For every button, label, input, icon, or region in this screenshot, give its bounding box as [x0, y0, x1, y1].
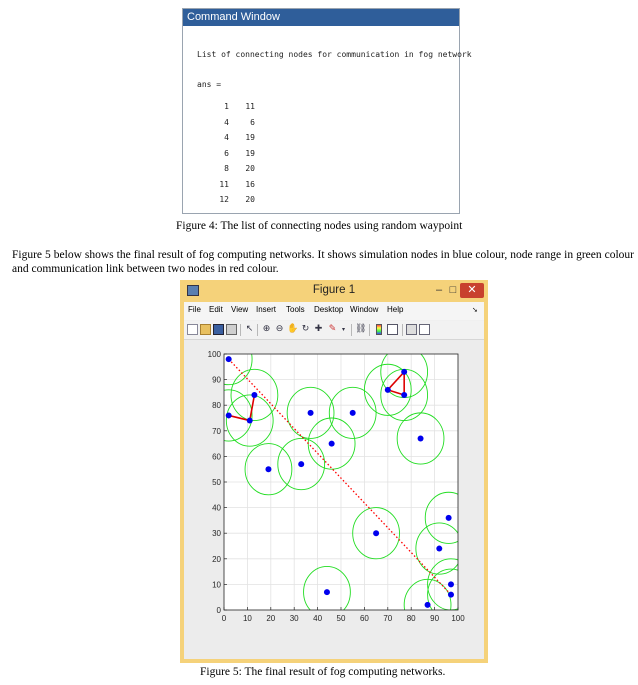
simulation-node	[401, 369, 407, 375]
node-a-value: 12	[219, 195, 229, 204]
x-tick-label: 10	[242, 614, 252, 623]
x-tick-label: 90	[430, 614, 440, 623]
x-tick-label: 20	[266, 614, 276, 623]
menu-help[interactable]: Help	[387, 305, 404, 314]
menu-window[interactable]: Window	[350, 305, 379, 314]
figure-toolbar	[184, 321, 484, 340]
command-output-row	[207, 180, 255, 190]
pointer-icon[interactable]: ↖	[245, 324, 254, 334]
x-tick-label: 0	[221, 614, 227, 623]
node-b-value: 6	[250, 117, 255, 127]
simulation-node	[247, 418, 253, 424]
x-tick-label: 40	[313, 614, 323, 623]
print-icon[interactable]	[226, 324, 237, 335]
y-tick-label: 80	[212, 401, 221, 411]
simulation-node	[298, 461, 304, 467]
simulation-node	[251, 392, 257, 398]
command-output-row	[207, 164, 255, 174]
rotate-icon[interactable]: ↻	[301, 324, 310, 334]
node-a-value: 1	[224, 102, 229, 111]
brush-dropdown-icon[interactable]: ▾	[341, 326, 345, 333]
node-b-value: 19	[245, 148, 255, 158]
command-window	[182, 8, 472, 214]
simulation-node	[425, 602, 431, 608]
command-output-row	[207, 118, 255, 128]
zoom-out-icon[interactable]: ⊖	[275, 324, 284, 334]
simulation-node	[350, 410, 356, 416]
x-tick-label: 30	[289, 614, 299, 623]
x-tick-label: 50	[336, 614, 346, 623]
y-tick-label: 90	[212, 375, 221, 385]
open-file-icon[interactable]	[200, 324, 211, 335]
simulation-node	[226, 412, 232, 418]
simulation-node	[373, 530, 379, 536]
command-output-heading: List of connecting nodes for communication in fog network	[197, 50, 472, 59]
menu-desktop[interactable]: Desktop	[314, 305, 344, 314]
node-a-value: 4	[224, 133, 229, 142]
figure-menubar	[184, 302, 484, 320]
show-plot-tools-icon[interactable]	[419, 324, 430, 335]
simulation-node	[308, 410, 314, 416]
figure-4-caption: Figure 4: The list of connecting nodes using random waypoint	[176, 220, 463, 232]
simulation-node	[448, 581, 454, 587]
menu-edit[interactable]: Edit	[209, 305, 223, 314]
toolbar-separator	[257, 324, 258, 336]
node-b-value: 19	[245, 133, 255, 142]
node-a-value: 8	[224, 164, 229, 173]
figure-titlebar[interactable]	[180, 280, 488, 302]
menu-file[interactable]: File	[188, 305, 201, 314]
figure-5-caption: Figure 5: The final result of fog computing networks.	[200, 666, 446, 678]
scatter-plot[interactable]	[184, 340, 484, 659]
pan-icon[interactable]: ✋	[287, 324, 299, 334]
x-tick-label: 70	[383, 614, 393, 623]
y-tick-label: 70	[212, 426, 221, 436]
figure-window-title: Figure 1	[312, 284, 356, 296]
y-tick-label: 40	[212, 503, 221, 513]
menu-overflow-icon[interactable]: ➘	[472, 306, 478, 314]
save-icon[interactable]	[213, 324, 224, 335]
colorbar-icon[interactable]	[376, 324, 382, 335]
simulation-node	[385, 387, 391, 393]
simulation-node	[418, 435, 424, 441]
close-button[interactable]: ✕	[460, 283, 484, 298]
simulation-node	[265, 466, 271, 472]
menu-view[interactable]: View	[231, 305, 249, 314]
node-a-value: 6	[224, 148, 229, 158]
node-b-value: 20	[245, 164, 255, 173]
link-plot-icon[interactable]: ⛓	[355, 324, 367, 334]
minimize-button[interactable]: –	[435, 284, 443, 296]
x-tick-label: 100	[451, 614, 465, 623]
simulation-node	[448, 592, 454, 598]
data-cursor-icon[interactable]: ✚	[314, 324, 323, 334]
command-ans-label: ans =	[197, 80, 222, 89]
y-tick-label: 0	[216, 606, 221, 615]
menu-insert[interactable]: Insert	[256, 305, 277, 314]
node-b-value: 20	[245, 195, 255, 204]
toolbar-separator	[369, 324, 370, 336]
node-b-value: 11	[245, 102, 255, 111]
simulation-node	[446, 515, 452, 521]
simulation-node	[329, 441, 335, 447]
command-output-row	[207, 102, 255, 112]
y-tick-label: 100	[207, 350, 221, 359]
new-figure-icon[interactable]	[187, 324, 198, 335]
simulation-node	[436, 546, 442, 552]
toolbar-separator	[402, 324, 403, 336]
node-a-value: 4	[224, 117, 229, 127]
zoom-in-icon[interactable]: ⊕	[262, 324, 271, 334]
y-tick-label: 10	[212, 580, 221, 590]
body-paragraph: Figure 5 below shows the final result of fog computing networks. It shows simulation nodes in blue colour, node range in green colour and communication link between two nodes in red colour.	[12, 249, 634, 275]
y-tick-label: 60	[212, 452, 221, 462]
y-tick-label: 50	[212, 478, 221, 487]
x-tick-label: 80	[406, 614, 416, 623]
simulation-node	[401, 392, 407, 398]
node-a-value: 11	[219, 179, 229, 189]
command-output-row	[207, 149, 255, 159]
brush-icon[interactable]: ✎	[328, 324, 337, 334]
y-tick-label: 20	[212, 554, 221, 564]
command-window-title: Command Window	[183, 9, 459, 26]
command-output-row	[207, 195, 255, 205]
figure-window	[180, 280, 488, 663]
menu-tools[interactable]: Tools	[286, 305, 305, 314]
y-tick-label: 30	[212, 529, 221, 539]
node-b-value: 16	[245, 179, 255, 189]
x-tick-label: 60	[359, 614, 369, 623]
command-output-row	[207, 133, 255, 143]
figure-canvas	[184, 340, 484, 659]
simulation-node	[226, 356, 232, 362]
figure-client-area	[184, 302, 484, 659]
toolbar-separator	[240, 324, 241, 336]
maximize-button[interactable]: □	[449, 284, 457, 296]
legend-icon[interactable]	[387, 324, 398, 335]
toolbar-separator	[351, 324, 352, 336]
hide-plot-tools-icon[interactable]	[406, 324, 417, 335]
simulation-node	[324, 589, 330, 595]
